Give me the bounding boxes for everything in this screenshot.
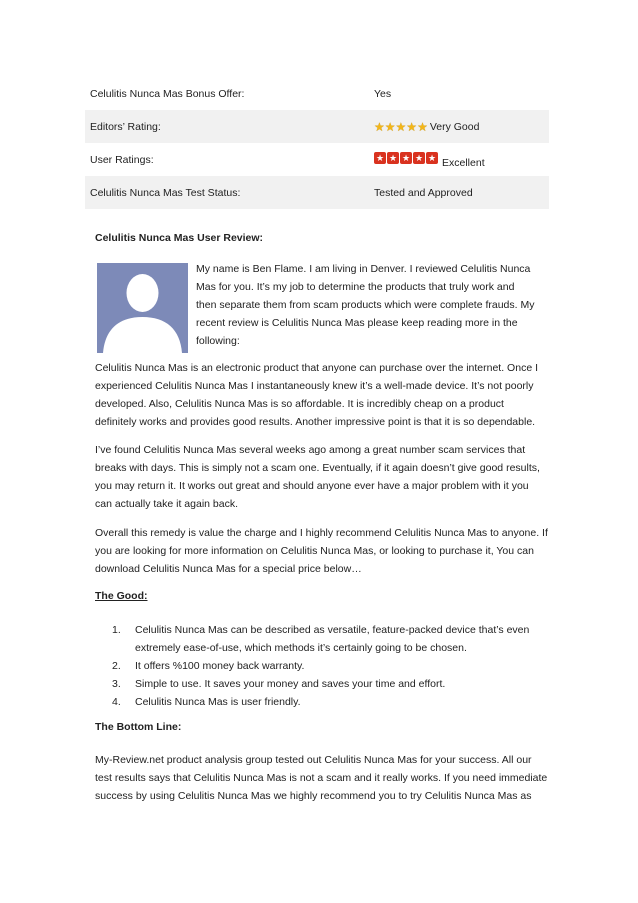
paragraph-line: I’ve found Celulitis Nunca Mas several weeks ago among a great number scam services that: [95, 444, 526, 456]
list-item-line: It offers %100 money back warranty.: [135, 660, 305, 672]
star-icon: ★: [384, 119, 396, 134]
the-good-heading: The Good:: [95, 590, 148, 602]
list-item-line: Simple to use. It saves your money and saves your time and effort.: [135, 678, 446, 690]
info-value: [374, 152, 485, 169]
bottom-line-paragraph: [95, 751, 550, 805]
info-row-user-ratings: [85, 143, 549, 176]
paragraph-line: can actually take it again back.: [95, 498, 239, 510]
info-value: [374, 88, 391, 100]
bio-line: following:: [196, 335, 240, 347]
red-star-rating: [374, 152, 439, 164]
the-good-list: [112, 621, 542, 711]
paragraph-line: breaks with days. This is simply not a scam one. Eventually, if it again doesn’t give good results,: [95, 462, 540, 474]
info-row-bonus-offer: [85, 77, 549, 110]
editors-rating-value: Very Good: [429, 120, 480, 133]
paragraph-line: definitely works and provides good results. Another impressive point is that it is so dependable.: [95, 416, 536, 428]
paragraph-line: download Celulitis Nunca Mas for a special price below…: [95, 563, 362, 575]
star-icon: ★: [406, 119, 418, 134]
info-row-editors-rating: [85, 110, 549, 143]
paragraph-line: experienced Celulitis Nunca Mas I instantaneously knew it’s a well-made device. It’s not poorly: [95, 380, 534, 392]
info-row-test-status: [85, 176, 549, 209]
gold-star-rating: [374, 121, 428, 133]
paragraph-line: you are looking for more information on Celulitis Nunca Mas, or looking to purchase it, You can: [95, 545, 534, 557]
list-item-number: 4.: [112, 696, 121, 708]
paragraph-line: success by using Celulitis Nunca Mas we highly recommend you to try Celulitis Nunca Mas as: [95, 790, 532, 802]
review-title: Celulitis Nunca Mas User Review:: [95, 232, 264, 244]
review-paragraph-2: [95, 441, 550, 513]
test-status-value: Tested and Approved: [374, 186, 473, 199]
product-info-table: [85, 77, 549, 209]
list-item: [112, 693, 542, 711]
user-ratings-value: Excellent: [442, 156, 485, 169]
review-paragraph-3: [95, 524, 550, 578]
star-icon: ★: [375, 152, 385, 163]
star-icon: ★: [374, 119, 385, 134]
avatar: [97, 263, 188, 353]
info-label: Celulitis Nunca Mas Bonus Offer:: [90, 87, 245, 100]
info-value: [374, 187, 473, 199]
bottom-line-heading: The Bottom Line:: [95, 721, 182, 733]
star-icon: ★: [388, 152, 398, 163]
bio-line: My name is Ben Flame. I am living in Denver. I reviewed Celulitis Nunca: [196, 263, 531, 275]
star-icon: ★: [395, 119, 407, 134]
list-item: [112, 675, 542, 693]
info-value: [374, 121, 479, 133]
reviewer-bio: [196, 260, 546, 350]
info-label: Editors’ Rating:: [90, 120, 161, 133]
list-item-number: 3.: [112, 678, 121, 690]
star-icon: ★: [401, 152, 411, 163]
bonus-offer-value: Yes: [374, 87, 392, 100]
star-icon: ★: [427, 152, 437, 163]
list-item-line: Celulitis Nunca Mas can be described as versatile, feature-packed device that’s even: [135, 624, 530, 636]
bio-line: then separate them from scam products which were complete frauds. My: [196, 299, 535, 311]
paragraph-line: test results says that Celulitis Nunca Mas is not a scam and it really works. If you need immediate: [95, 772, 548, 784]
bio-line: Mas for you. It’s my job to determine the products that truly work and: [196, 281, 515, 293]
star-icon: ★: [414, 152, 424, 163]
list-item: [112, 657, 542, 675]
list-item-line: Celulitis Nunca Mas is user friendly.: [135, 696, 301, 708]
info-label: User Ratings:: [90, 153, 154, 166]
list-item-number: 1.: [112, 624, 121, 636]
review-paragraph-1: [95, 359, 550, 431]
list-item-line: extremely ease-of-use, which methods it’s certainly going to be chosen.: [135, 642, 467, 654]
paragraph-line: My-Review.net product analysis group tested out Celulitis Nunca Mas for your success. All our: [95, 754, 532, 766]
info-label: Celulitis Nunca Mas Test Status:: [90, 186, 241, 199]
list-item-number: 2.: [112, 660, 121, 672]
paragraph-line: Celulitis Nunca Mas is an electronic product that anyone can purchase over the internet. Once I: [95, 362, 538, 374]
star-icon: ★: [417, 119, 428, 134]
list-item: [112, 621, 542, 657]
paragraph-line: you may return it. It works out great and should anyone ever have a major problem with it you: [95, 480, 529, 492]
paragraph-line: Overall this remedy is value the charge and I highly recommend Celulitis Nunca Mas to anyone. If: [95, 527, 548, 539]
paragraph-line: developed. Also, Celulitis Nunca Mas is so affordable. It is incredibly cheap on a product: [95, 398, 504, 410]
user-silhouette-icon: [97, 263, 188, 353]
bio-line: recent review is Celulitis Nunca Mas please keep reading more in the: [196, 317, 518, 329]
